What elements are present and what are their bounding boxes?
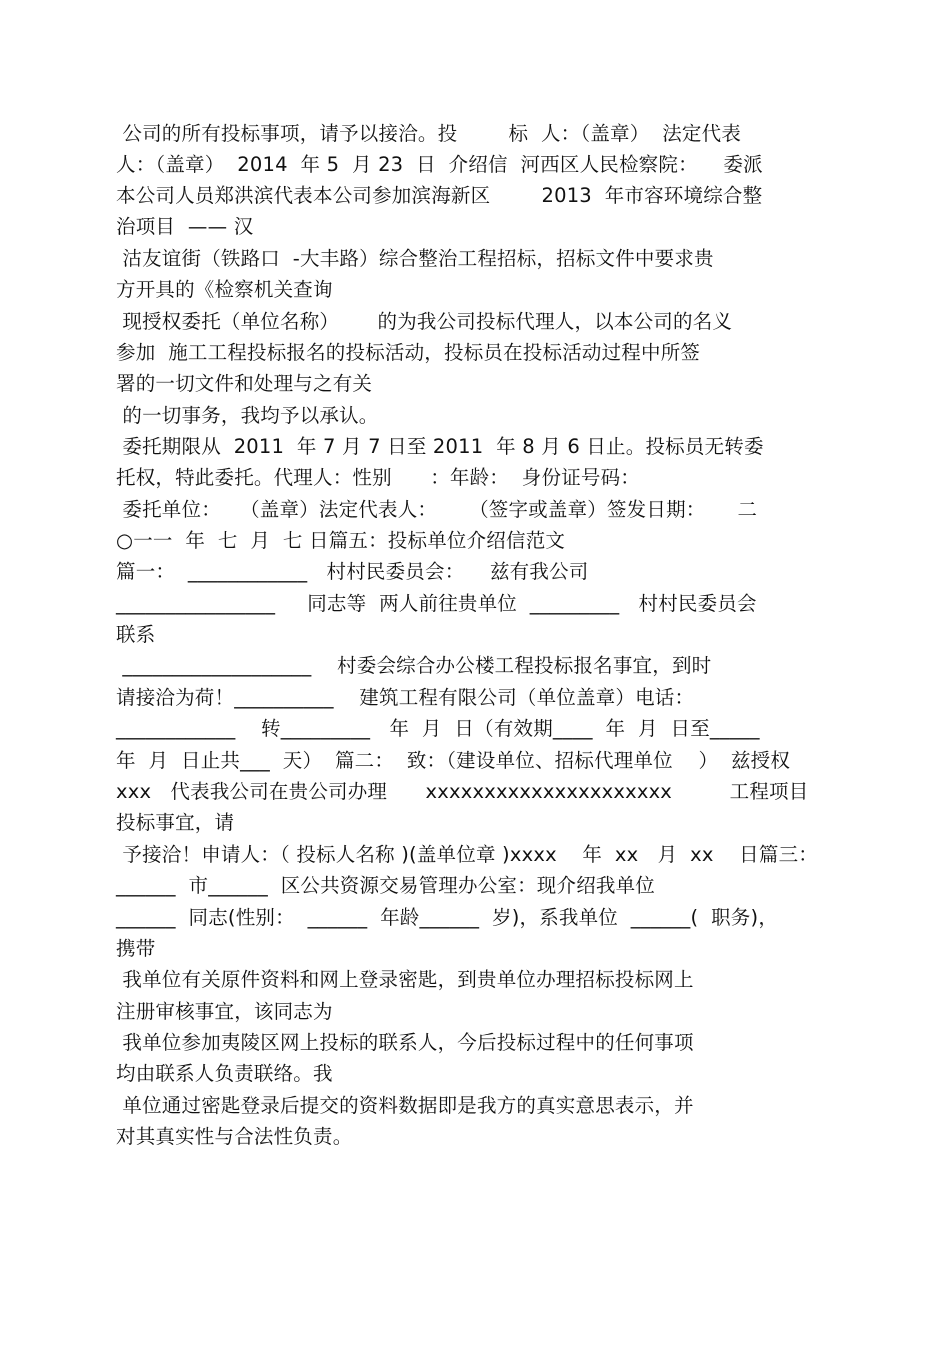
text-line: 单位通过密匙登录后提交的资料数据即是我方的真实意思表示，并 [116,1094,694,1117]
text-line: 托权，特此委托。代理人：性别 ：年龄： 身份证号码： [116,466,640,489]
text-line: ______ 同志(性别： ______ 年龄______ 岁)，系我单位 ______( 职务)， [116,906,779,929]
text-line: 注册审核事宜，该同志为 [116,1000,333,1023]
text-line: 公司的所有投标事项，请予以接洽。投 标 人：（盖章） 法定代表 [116,122,742,145]
text-line: ____________ 转_________ 年 月 日（有效期____ 年 月 日至_____ [116,717,760,740]
text-line: 请接洽为荷！__________ 建筑工程有限公司（单位盖章）电话： [116,686,695,709]
text-line: 予接洽！申请人：（ 投标人名称 )(盖单位章 )xxxx 年 xx 月 xx 日篇三： [116,843,818,866]
text-line: ______ 市______ 区公共资源交易管理办公室：现介绍我单位 [116,874,655,897]
text-line: 我单位有关原件资料和网上登录密匙，到贵单位办理招标投标网上 [116,968,694,991]
text-line: 均由联系人负责联络。我 [116,1062,333,1085]
text-line: 我单位参加夷陵区网上投标的联系人，今后投标过程中的任何事项 [116,1031,694,1054]
text-line: 委托单位： （盖章）法定代表人： （签字或盖章）签发日期： 二 [116,498,758,521]
text-line: xxx 代表我公司在贵公司办理 xxxxxxxxxxxxxxxxxxxxx 工程项目 [116,780,809,803]
text-line: 署的一切文件和处理与之有关 [116,372,373,395]
text-line: ________________ 同志等 两人前往贵单位 _________ 村村民委员会 [116,592,757,615]
text-line: 人：（盖章） 2014 年 5 月 23 日 介绍信 河西区人民检察院： 委派 [116,153,763,176]
text-line: 篇一： ____________ 村村民委员会： 兹有我公司 [116,560,589,583]
text-line: 携带 [116,937,156,960]
text-line: 方开具的《检察机关查询 [116,278,333,301]
text-line: 沽友谊街（铁路口 -大丰路）综合整治工程招标，招标文件中要求贵 [116,247,714,270]
text-line: 的一切事务，我均予以承认。 [116,404,379,427]
text-line: 现授权委托（单位名称） 的为我公司投标代理人，以本公司的名义 [116,310,733,333]
text-line: ___________________ 村委会综合办公楼工程投标报名事宜，到时 [116,654,712,677]
text-line: 委托期限从 2011 年 7 月 7 日至 2011 年 8 月 6 日止。投标员无转委 [116,435,764,458]
text-line: 本公司人员郑洪滨代表本公司参加滨海新区 2013 年市容环境综合整 [116,184,763,207]
text-line: 治项目 —— 汉 [116,215,254,238]
text-line: 联系 [116,623,156,646]
text-line: 年 月 日止共___ 天） 篇二： 致：（建设单位、招标代理单位 ） 兹授权 [116,749,791,772]
text-line: 对其真实性与合法性负责。 [116,1125,353,1148]
text-line: 参加 施工工程投标报名的投标活动，投标员在投标活动过程中所签 [116,341,701,364]
text-line: ○一一 年 七 月 七 日篇五：投标单位介绍信范文 [116,529,566,552]
text-line: 投标事宜，请 [116,811,235,834]
